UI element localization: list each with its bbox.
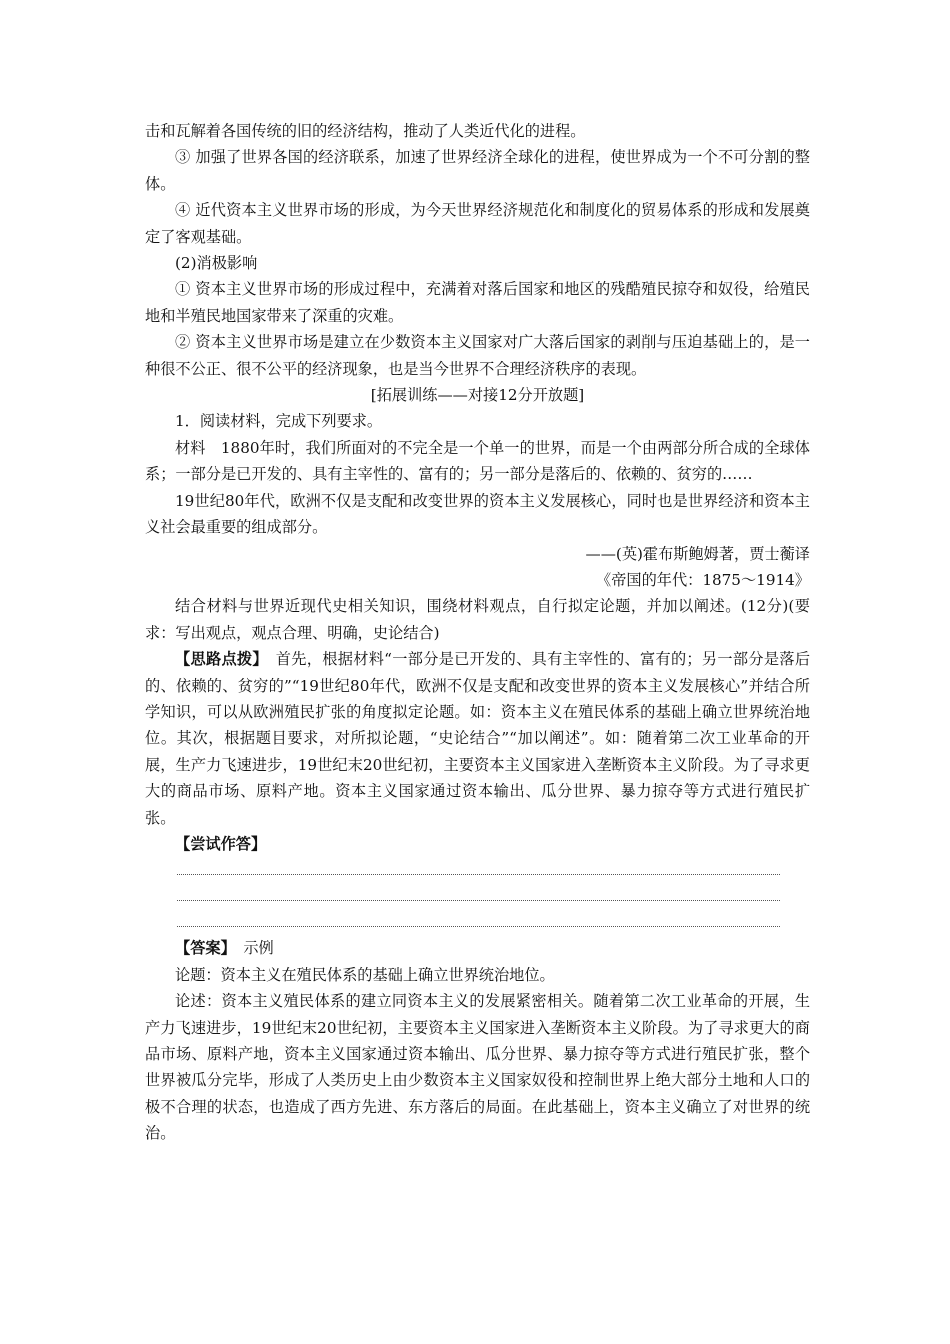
paragraph-negative-2: ② 资本主义世界市场是建立在少数资本主义国家对广大落后国家的剥削与压迫基础上的，是一种很不公正、很不公平的经济现象，也是当今世界不合理经济秩序的表现。: [145, 333, 810, 378]
material-paragraph-1: 材料 1880年时，我们所面对的不完全是一个单一的世界，而是一个由两部分所合成的全球体系；一部分是已开发的、具有主宰性的、富有的；另一部分是落后的、依赖的、贫穷的……: [145, 438, 810, 484]
question-1: 1．阅读材料，完成下列要求。: [175, 412, 383, 431]
answer-example: 示例: [228, 939, 274, 958]
paragraph-continuation: 击和瓦解着各国传统的旧的经济结构，推动了人类近代化的进程。: [145, 122, 586, 140]
paragraph-point-3: ③ 加强了世界各国的经济联系，加速了世界经济全球化的进程，使世界成为一个不可分割的整体。: [145, 148, 810, 193]
answer-label: 【答案】: [175, 939, 229, 958]
answer-argument: 论述：资本主义殖民体系的建立同资本主义的发展紧密相关。随着第二次工业革命的开展，生产力飞速进步，19世纪末20世纪初，主要资本主义国家进入垄断资本主义阶段。为了寻求更大的商品市场、原料产地，资本主义国家通过资本输出、瓜分世界、暴力掠夺等方式进行殖民扩张，整个世界被瓜分完毕，形成了人类历史上由少数资本主义国家奴役和控制世界上绝大部分土地和人口的极不合理的状态，也造成了西方先进、东方落后的局面。在此基础上，资本主义确立了对世界的统治。: [145, 992, 810, 1143]
hint-text: 首先，根据材料“一部分是已开发的、具有主宰性的、富有的；另一部分是落后的、依赖的、贫穷的”“19世纪80年代，欧洲不仅是支配和改变世界的资本主义发展核心”并结合所学知识，可以从欧洲殖民扩张的角度拟定论题。如：资本主义在殖民体系的基础上确立世界统治地位。其次，根据题目要求，对所拟论题，“史论结合”“加以阐述”。如：随着第二次工业革命的开展，生产力飞速进步，19世纪末20世纪初，主要资本主义国家进入垄断资本主义阶段。为了寻求更大的商品市场、原料产地。资本主义国家通过资本输出、瓜分世界、暴力掠夺等方式进行殖民扩张。: [145, 650, 811, 827]
answer-line-3: [145, 909, 810, 935]
try-answer-label: 【尝试作答】: [175, 834, 267, 853]
answer-line-2: [145, 883, 810, 909]
answer-heading: [145, 935, 810, 961]
paragraph-point-4: ④ 近代资本主义世界市场的形成，为今天世界经济规范化和制度化的贸易体系的形成和发展奠定了客观基础。: [145, 201, 810, 246]
hint-paragraph: [145, 646, 810, 831]
answer-topic: 论题：资本主义在殖民体系的基础上确立世界统治地位。: [175, 965, 555, 984]
paragraph-negative-1: ① 资本主义世界市场的形成过程中，充满着对落后国家和地区的残酷殖民掠夺和奴役，给殖民地和半殖民地国家带来了深重的灾难。: [145, 280, 810, 325]
source-book: 《帝国的年代：1875～1914》: [596, 570, 810, 589]
document-page: [145, 118, 810, 1147]
source-author: ——(英)霍布斯鲍姆著，贾士蘅译: [585, 544, 810, 563]
answer-line-1: [145, 857, 810, 883]
hint-label: 【思路点拨】: [175, 650, 261, 669]
requirement-text: 结合材料与世界近现代史相关知识，围绕材料观点，自行拟定论题，并加以阐述。(12分)(要求：写出观点，观点合理、明确，史论结合): [145, 597, 810, 642]
material-paragraph-2: 19世纪80年代，欧洲不仅是支配和改变世界的资本主义发展核心，同时也是世界经济和资本主义社会最重要的组成部分。: [145, 491, 810, 537]
subheading-negative-impact: (2)消极影响: [175, 254, 258, 273]
section-heading: [拓展训练——对接12分开放题]: [370, 386, 585, 405]
